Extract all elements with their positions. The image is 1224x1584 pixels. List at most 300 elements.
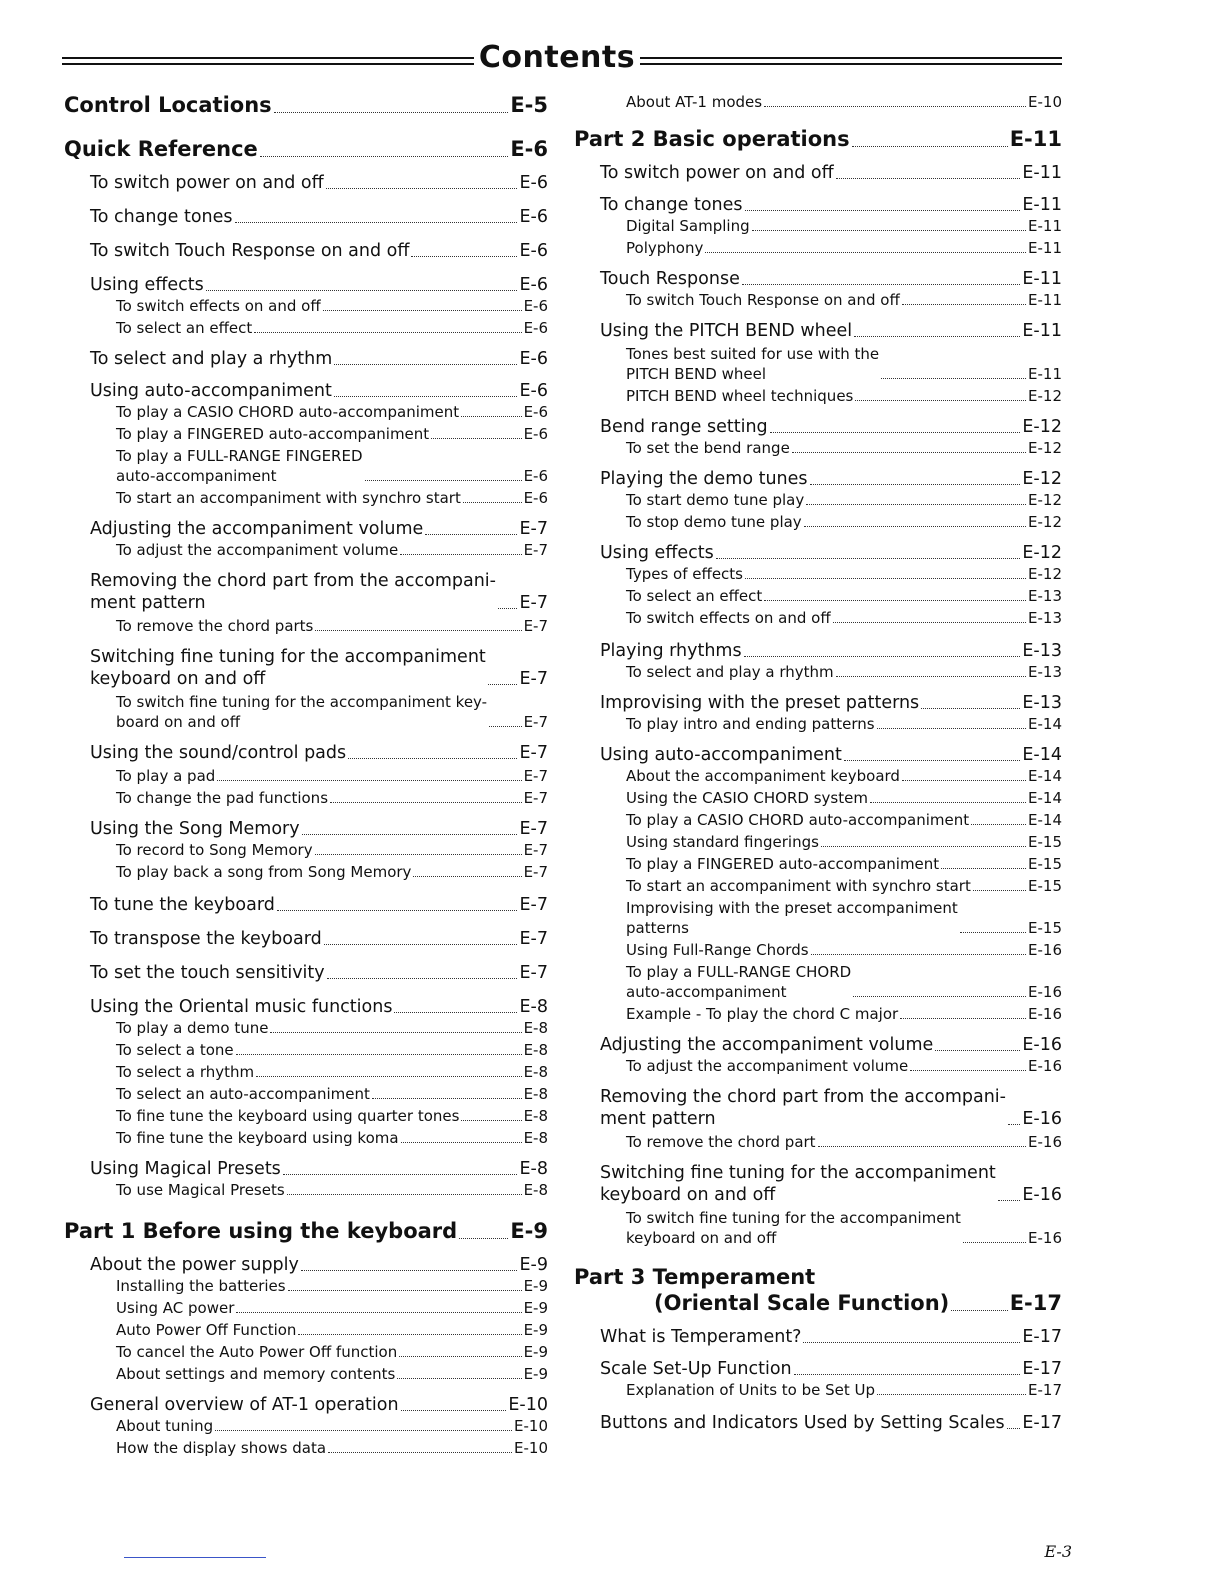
toc-entry-title [626, 608, 831, 628]
toc-entry [574, 1412, 1062, 1434]
toc-page-ref: E-17 [1022, 1327, 1062, 1347]
toc-subentry [574, 898, 1062, 938]
toc-entry-title [600, 468, 808, 490]
toc-entry-title-line: Polyphony [626, 239, 704, 257]
toc-leader-dots [971, 820, 1026, 825]
toc-entry-title-line: Playing the demo tunes [600, 469, 808, 489]
toc-entry-title-continuation: auto-accompaniment [626, 983, 787, 1001]
toc-entry-title-line: To start demo tune play [626, 491, 805, 509]
toc-entry-title [90, 570, 496, 614]
toc-leader-dots [315, 626, 521, 631]
toc-entry-title-continuation: keyboard on and off [600, 1185, 776, 1205]
toc-entry-title [626, 386, 853, 406]
toc-page-ref: E-13 [1028, 609, 1062, 627]
toc-page-ref: E-9 [523, 1365, 548, 1383]
toc-page-ref: E-12 [1022, 469, 1062, 489]
toc-entry-title [116, 1084, 370, 1104]
toc-leader-dots [425, 530, 517, 535]
toc-entry-title [90, 894, 275, 916]
toc-leader-dots [910, 1066, 1026, 1071]
toc-leader-dots [998, 1196, 1021, 1201]
toc-entry-title-line: Using the Oriental music functions [90, 997, 393, 1017]
toc-entry-title [626, 1004, 898, 1024]
toc-entry-title [64, 92, 272, 118]
toc-page-ref: E-9 [519, 1255, 548, 1275]
toc-entry-title-line: Part 1 Before using the keyboard [64, 1219, 458, 1243]
toc-leader-dots [821, 842, 1026, 847]
toc-leader-dots [411, 252, 517, 257]
toc-entry-title-line: To record to Song Memory [116, 841, 313, 859]
toc-entry-title-line: To select an auto-accompaniment [116, 1085, 370, 1103]
toc-subentry [574, 92, 1062, 112]
toc-subentry [64, 1062, 548, 1082]
toc-entry-title-line: About the power supply [90, 1255, 299, 1275]
toc-leader-dots [461, 1116, 521, 1121]
toc-page-ref: E-14 [1028, 789, 1062, 807]
toc-leader-dots [260, 152, 509, 157]
toc-leader-dots [744, 652, 1021, 657]
toc-subentry [574, 512, 1062, 532]
toc-page-ref: E-8 [523, 1041, 548, 1059]
toc-entry-title-line: To switch Touch Response on and off [90, 241, 410, 261]
footer-rule [124, 1557, 266, 1558]
toc-subentry [574, 940, 1062, 960]
toc-subentry [64, 1438, 548, 1458]
toc-page-ref: E-5 [510, 93, 548, 117]
toc-leader-dots [400, 550, 521, 555]
toc-entry-title-line: To tune the keyboard [90, 895, 275, 915]
toc-page-ref: E-8 [523, 1129, 548, 1147]
toc-entry-title-line: What is Temperament? [600, 1327, 802, 1347]
toc-subentry [64, 402, 548, 422]
toc-entry-title [90, 172, 324, 194]
toc-page-ref: E-7 [523, 863, 548, 881]
toc-entry-title-line: Buttons and Indicators Used by Setting Scales [600, 1413, 1005, 1433]
toc-entry-title [90, 996, 392, 1018]
toc-leader-dots [935, 1046, 1020, 1051]
toc-page-ref: E-16 [1028, 1057, 1062, 1075]
toc-entry [574, 692, 1062, 714]
toc-entry-title-line: Example - To play the chord C major [626, 1005, 899, 1023]
toc-page-ref: E-13 [1022, 693, 1062, 713]
toc-entry-title-line: To play a CASIO CHORD auto-accompaniment [626, 811, 970, 829]
header-rule-right [640, 56, 1062, 68]
toc-entry-title-line: To switch fine tuning for the accompaniment key- [116, 693, 488, 711]
toc-entry-title [90, 646, 486, 690]
toc-page-ref: E-6 [519, 241, 548, 261]
toc-subentry [64, 424, 548, 444]
toc-entry [64, 1158, 548, 1180]
toc-leader-dots [324, 940, 518, 945]
toc-leader-dots [236, 1308, 521, 1313]
toc-entry-title-continuation: auto-accompaniment [116, 467, 277, 485]
toc-leader-dots [372, 1094, 522, 1099]
toc-leader-dots [853, 992, 1026, 997]
toc-entry [64, 172, 548, 194]
toc-page-ref: E-9 [523, 1343, 548, 1361]
toc-page-ref: E-14 [1028, 715, 1062, 733]
toc-page-ref: E-15 [1028, 855, 1062, 873]
toc-leader-dots [206, 286, 518, 291]
toc-subentry [574, 238, 1062, 258]
toc-entry-title-line: To remove the chord parts [116, 617, 314, 635]
toc-entry-title [90, 380, 332, 402]
toc-leader-dots [803, 1338, 1020, 1343]
toc-subentry [574, 962, 1062, 1002]
toc-page-ref: E-15 [1028, 833, 1062, 851]
toc-subentry [574, 438, 1062, 458]
toc-leader-dots [852, 142, 1008, 147]
toc-page-ref: E-7 [523, 617, 548, 635]
toc-entry-title [626, 898, 958, 938]
toc-page-ref: E-7 [519, 895, 548, 915]
toc-subentry [574, 1380, 1062, 1400]
toc-entry-title [116, 788, 328, 808]
toc-left-column [64, 92, 548, 1458]
toc-page-ref: E-7 [523, 713, 548, 731]
toc-entry-title [600, 640, 742, 662]
toc-subentry [64, 1018, 548, 1038]
toc-entry [574, 744, 1062, 766]
toc-leader-dots [1008, 1120, 1020, 1125]
toc-page-ref: E-11 [1022, 269, 1062, 289]
toc-entry-title [626, 876, 971, 896]
toc-entry-title [116, 424, 429, 444]
toc-leader-dots [287, 1190, 522, 1195]
toc-subentry [64, 1342, 548, 1362]
toc-entry-title-line: To select a rhythm [116, 1063, 255, 1081]
toc-page-ref: E-13 [1028, 663, 1062, 681]
toc-entry [64, 818, 548, 840]
toc-page-ref: E-13 [1022, 641, 1062, 661]
toc-page-ref: E-9 [523, 1299, 548, 1317]
toc-entry-title [116, 1342, 397, 1362]
toc-entry-title [116, 1320, 296, 1340]
toc-page-ref: E-11 [1022, 195, 1062, 215]
toc-leader-dots [498, 604, 518, 609]
toc-entry-title-line: To use Magical Presets [116, 1181, 285, 1199]
toc-page-ref: E-7 [519, 519, 548, 539]
toc-leader-dots [921, 704, 1020, 709]
toc-entry-title [116, 402, 459, 422]
toc-page-ref: E-12 [1028, 513, 1062, 531]
toc-entry-title [116, 1438, 326, 1458]
toc-leader-dots [217, 776, 521, 781]
toc-entry-title-line: Quick Reference [64, 137, 258, 161]
toc-entry-title [90, 962, 325, 984]
toc-page-ref: E-11 [1028, 217, 1062, 235]
toc-section-heading [64, 1218, 548, 1244]
toc-page-ref: E-14 [1028, 811, 1062, 829]
toc-page-ref: E-7 [519, 819, 548, 839]
toc-entry-title-line: Improvising with the preset patterns [600, 693, 920, 713]
toc-entry-title-line: Explanation of Units to be Set Up [626, 1381, 876, 1399]
toc-entry-title [600, 744, 842, 766]
toc-entry-title-continuation: (Oriental Scale Function) [654, 1291, 950, 1315]
toc-entry [574, 1162, 1062, 1206]
toc-entry-title [90, 206, 233, 228]
toc-subentry [574, 1132, 1062, 1152]
toc-entry-title-line: Removing the chord part from the accompani- [600, 1087, 1006, 1107]
toc-entry [64, 996, 548, 1018]
toc-entry-title [116, 318, 252, 338]
toc-page-ref: E-16 [1028, 983, 1062, 1001]
toc-subentry [64, 1416, 548, 1436]
toc-section-heading [64, 92, 548, 118]
toc-entry-title-line: To adjust the accompaniment volume [116, 541, 399, 559]
toc-leader-dots [870, 798, 1026, 803]
toc-subentry [64, 1106, 548, 1126]
toc-entry [574, 542, 1062, 564]
toc-subentry [574, 662, 1062, 682]
toc-leader-dots [745, 574, 1026, 579]
toc-leader-dots [277, 906, 518, 911]
toc-entry-title [116, 296, 321, 316]
toc-leader-dots [431, 434, 521, 439]
toc-leader-dots [459, 1234, 508, 1239]
toc-entry-title [116, 446, 363, 486]
toc-entry-title [90, 1394, 399, 1416]
toc-entry-title-line: Using AC power [116, 1299, 235, 1317]
toc-entry-title [90, 1254, 299, 1276]
toc-subentry [64, 788, 548, 808]
toc-entry-title [116, 540, 398, 560]
toc-entry-title [116, 1128, 399, 1148]
toc-entry-title-line: To play intro and ending patterns [626, 715, 875, 733]
toc-page-ref: E-17 [1028, 1381, 1062, 1399]
toc-leader-dots [900, 1014, 1026, 1019]
toc-entry-title-line: Switching fine tuning for the accompaniment [600, 1163, 996, 1183]
toc-entry-title [116, 1298, 234, 1318]
toc-entry-title [90, 274, 204, 296]
toc-entry [64, 380, 548, 402]
toc-entry-title [574, 126, 850, 152]
toc-subentry [64, 1298, 548, 1318]
toc-entry-title-line: General overview of AT-1 operation [90, 1395, 399, 1415]
toc-subentry [64, 616, 548, 636]
toc-entry-title-line: To select an effect [116, 319, 253, 337]
toc-leader-dots [401, 1138, 522, 1143]
toc-entry-title-continuation: ment pattern [600, 1109, 716, 1129]
toc-entry-title [626, 810, 969, 830]
toc-leader-dots [960, 928, 1026, 933]
toc-entry-title-continuation: keyboard on and off [626, 1229, 777, 1247]
toc-entry-title-line: About the accompaniment keyboard [626, 767, 900, 785]
toc-leader-dots [461, 412, 521, 417]
toc-entry [574, 1034, 1062, 1056]
toc-leader-dots [804, 522, 1026, 527]
toc-leader-dots [365, 476, 522, 481]
toc-entry-title [600, 268, 740, 290]
toc-subentry [574, 564, 1062, 584]
toc-page-ref: E-10 [514, 1417, 548, 1435]
toc-entry-title-line: About settings and memory contents [116, 1365, 396, 1383]
toc-entry-title-line: To switch power on and off [90, 173, 324, 193]
toc-entry-title [626, 92, 762, 112]
toc-entry [574, 194, 1062, 216]
toc-subentry [64, 1320, 548, 1340]
toc-leader-dots [288, 1286, 522, 1291]
toc-leader-dots [833, 618, 1026, 623]
toc-page-ref: E-14 [1028, 767, 1062, 785]
toc-entry-title [626, 512, 802, 532]
toc-leader-dots [844, 756, 1021, 761]
toc-entry [574, 162, 1062, 184]
toc-entry-title-line: Bend range setting [600, 417, 768, 437]
toc-leader-dots [283, 1170, 518, 1175]
toc-leader-dots [298, 1330, 521, 1335]
toc-entry-title-line: To start an accompaniment with synchro start [626, 877, 971, 895]
toc-entry-title-line: To play a FULL-RANGE CHORD [626, 963, 852, 981]
toc-entry-title-line: To play a FINGERED auto-accompaniment [626, 855, 940, 873]
toc-page-ref: E-7 [519, 593, 548, 613]
toc-entry-title-line: To adjust the accompaniment volume [626, 1057, 909, 1075]
toc-entry-title-line: Adjusting the accompaniment volume [90, 519, 424, 539]
toc-page-ref: E-6 [519, 207, 548, 227]
toc-entry-title-line: Using Full-Range Chords [626, 941, 809, 959]
toc-page-ref: E-6 [523, 297, 548, 315]
toc-entry-title [600, 1358, 792, 1380]
toc-entry-title-line: Control Locations [64, 93, 272, 117]
toc-leader-dots [327, 974, 518, 979]
toc-leader-dots [394, 1008, 517, 1013]
toc-right-column [574, 92, 1062, 1434]
toc-entry-title-line: To transpose the keyboard [90, 929, 322, 949]
toc-subentry [64, 540, 548, 560]
toc-page-ref: E-6 [519, 381, 548, 401]
page-number: E-3 [1044, 1542, 1072, 1561]
toc-subentry [64, 1276, 548, 1296]
toc-entry-title [626, 1056, 908, 1076]
toc-leader-dots [236, 1050, 522, 1055]
toc-entry-title-line: Using Magical Presets [90, 1159, 281, 1179]
toc-page-ref: E-12 [1028, 439, 1062, 457]
toc-entry-title [116, 1040, 234, 1060]
toc-entry-title [600, 1086, 1006, 1130]
toc-entry-title-line: To change tones [90, 207, 233, 227]
toc-entry-title-line: Using auto-accompaniment [90, 381, 332, 401]
toc-entry-title [116, 1276, 286, 1296]
toc-entry-title-line: To play a FULL-RANGE FINGERED [116, 447, 363, 465]
toc-entry-title [600, 542, 714, 564]
toc-entry-title [626, 940, 809, 960]
toc-subentry [64, 1084, 548, 1104]
toc-leader-dots [254, 328, 521, 333]
toc-entry-title [600, 194, 743, 216]
toc-leader-dots [855, 396, 1026, 401]
toc-leader-dots [397, 1374, 521, 1379]
toc-page-ref: E-9 [523, 1321, 548, 1339]
toc-page-ref: E-11 [1009, 127, 1062, 151]
toc-subentry [64, 446, 548, 486]
toc-leader-dots [705, 248, 1026, 253]
toc-entry-title [626, 766, 900, 786]
toc-subentry [64, 766, 548, 786]
toc-page-ref: E-17 [1022, 1359, 1062, 1379]
toc-entry-title [626, 238, 703, 258]
toc-section-heading [574, 126, 1062, 152]
toc-leader-dots [810, 480, 1021, 485]
toc-page-ref: E-15 [1028, 919, 1062, 937]
toc-subentry [64, 1180, 548, 1200]
toc-entry-title-line: To set the bend range [626, 439, 790, 457]
toc-subentry [574, 876, 1062, 896]
toc-entry-title [116, 840, 313, 860]
toc-leader-dots [413, 872, 521, 877]
toc-leader-dots [302, 830, 518, 835]
toc-entry-title-line: Tones best suited for use with the [626, 345, 880, 363]
toc-page-ref: E-6 [523, 489, 548, 507]
toc-subentry [574, 766, 1062, 786]
toc-leader-dots [742, 280, 1021, 285]
toc-entry-title [626, 344, 879, 384]
toc-entry-title [90, 1158, 281, 1180]
toc-page-ref: E-8 [523, 1107, 548, 1125]
toc-page-ref: E-16 [1028, 941, 1062, 959]
toc-entry [64, 348, 548, 370]
toc-entry-title [116, 766, 215, 786]
toc-page-ref: E-7 [523, 841, 548, 859]
toc-entry [64, 240, 548, 262]
toc-entry-title [600, 320, 852, 342]
toc-entry-title-line: To switch effects on and off [626, 609, 831, 627]
toc-entry-title [64, 1218, 457, 1244]
toc-entry-title-line: About AT-1 modes [626, 93, 763, 111]
toc-page-ref: E-11 [1028, 291, 1062, 309]
toc-page-ref: E-7 [523, 541, 548, 559]
toc-entry-title-continuation: patterns [626, 919, 689, 937]
toc-entry-title [600, 692, 919, 714]
toc-leader-dots [328, 1448, 512, 1453]
toc-subentry [574, 290, 1062, 310]
toc-entry-title-line: How the display shows data [116, 1439, 327, 1457]
header-rule-left [62, 56, 474, 68]
toc-entry-title-line: Using auto-accompaniment [600, 745, 842, 765]
toc-entry [574, 1326, 1062, 1348]
toc-entry [574, 268, 1062, 290]
toc-entry-title-continuation: board on and off [116, 713, 241, 731]
toc-entry [64, 206, 548, 228]
toc-entry-title-line: To select an effect [626, 587, 763, 605]
toc-subentry [574, 832, 1062, 852]
toc-entry-title-line: Improvising with the preset accompaniment [626, 899, 958, 917]
toc-entry-title [90, 348, 332, 370]
toc-entry-title-line: To play a pad [116, 767, 216, 785]
toc-entry-title [626, 854, 939, 874]
toc-entry-title-line: Switching fine tuning for the accompaniment [90, 647, 486, 667]
toc-entry-title-line: Types of effects [626, 565, 743, 583]
toc-entry-title [626, 832, 819, 852]
toc-entry-title [600, 1162, 996, 1206]
toc-page-ref: E-15 [1028, 877, 1062, 895]
toc-page-ref: E-9 [510, 1219, 548, 1243]
toc-entry-title-line: Removing the chord part from the accompani- [90, 571, 496, 591]
toc-page-ref: E-14 [1022, 745, 1062, 765]
toc-page-ref: E-16 [1028, 1005, 1062, 1023]
toc-entry [574, 1358, 1062, 1380]
toc-leader-dots [941, 864, 1026, 869]
toc-leader-dots [334, 360, 517, 365]
toc-subentry [64, 488, 548, 508]
toc-subentry [574, 854, 1062, 874]
toc-subentry [574, 1056, 1062, 1076]
toc-entry [64, 1254, 548, 1276]
toc-leader-dots [323, 306, 522, 311]
toc-entry-title [626, 438, 790, 458]
toc-leader-dots [818, 1142, 1026, 1147]
toc-page-ref: E-6 [519, 275, 548, 295]
toc-page-ref: E-16 [1022, 1035, 1062, 1055]
